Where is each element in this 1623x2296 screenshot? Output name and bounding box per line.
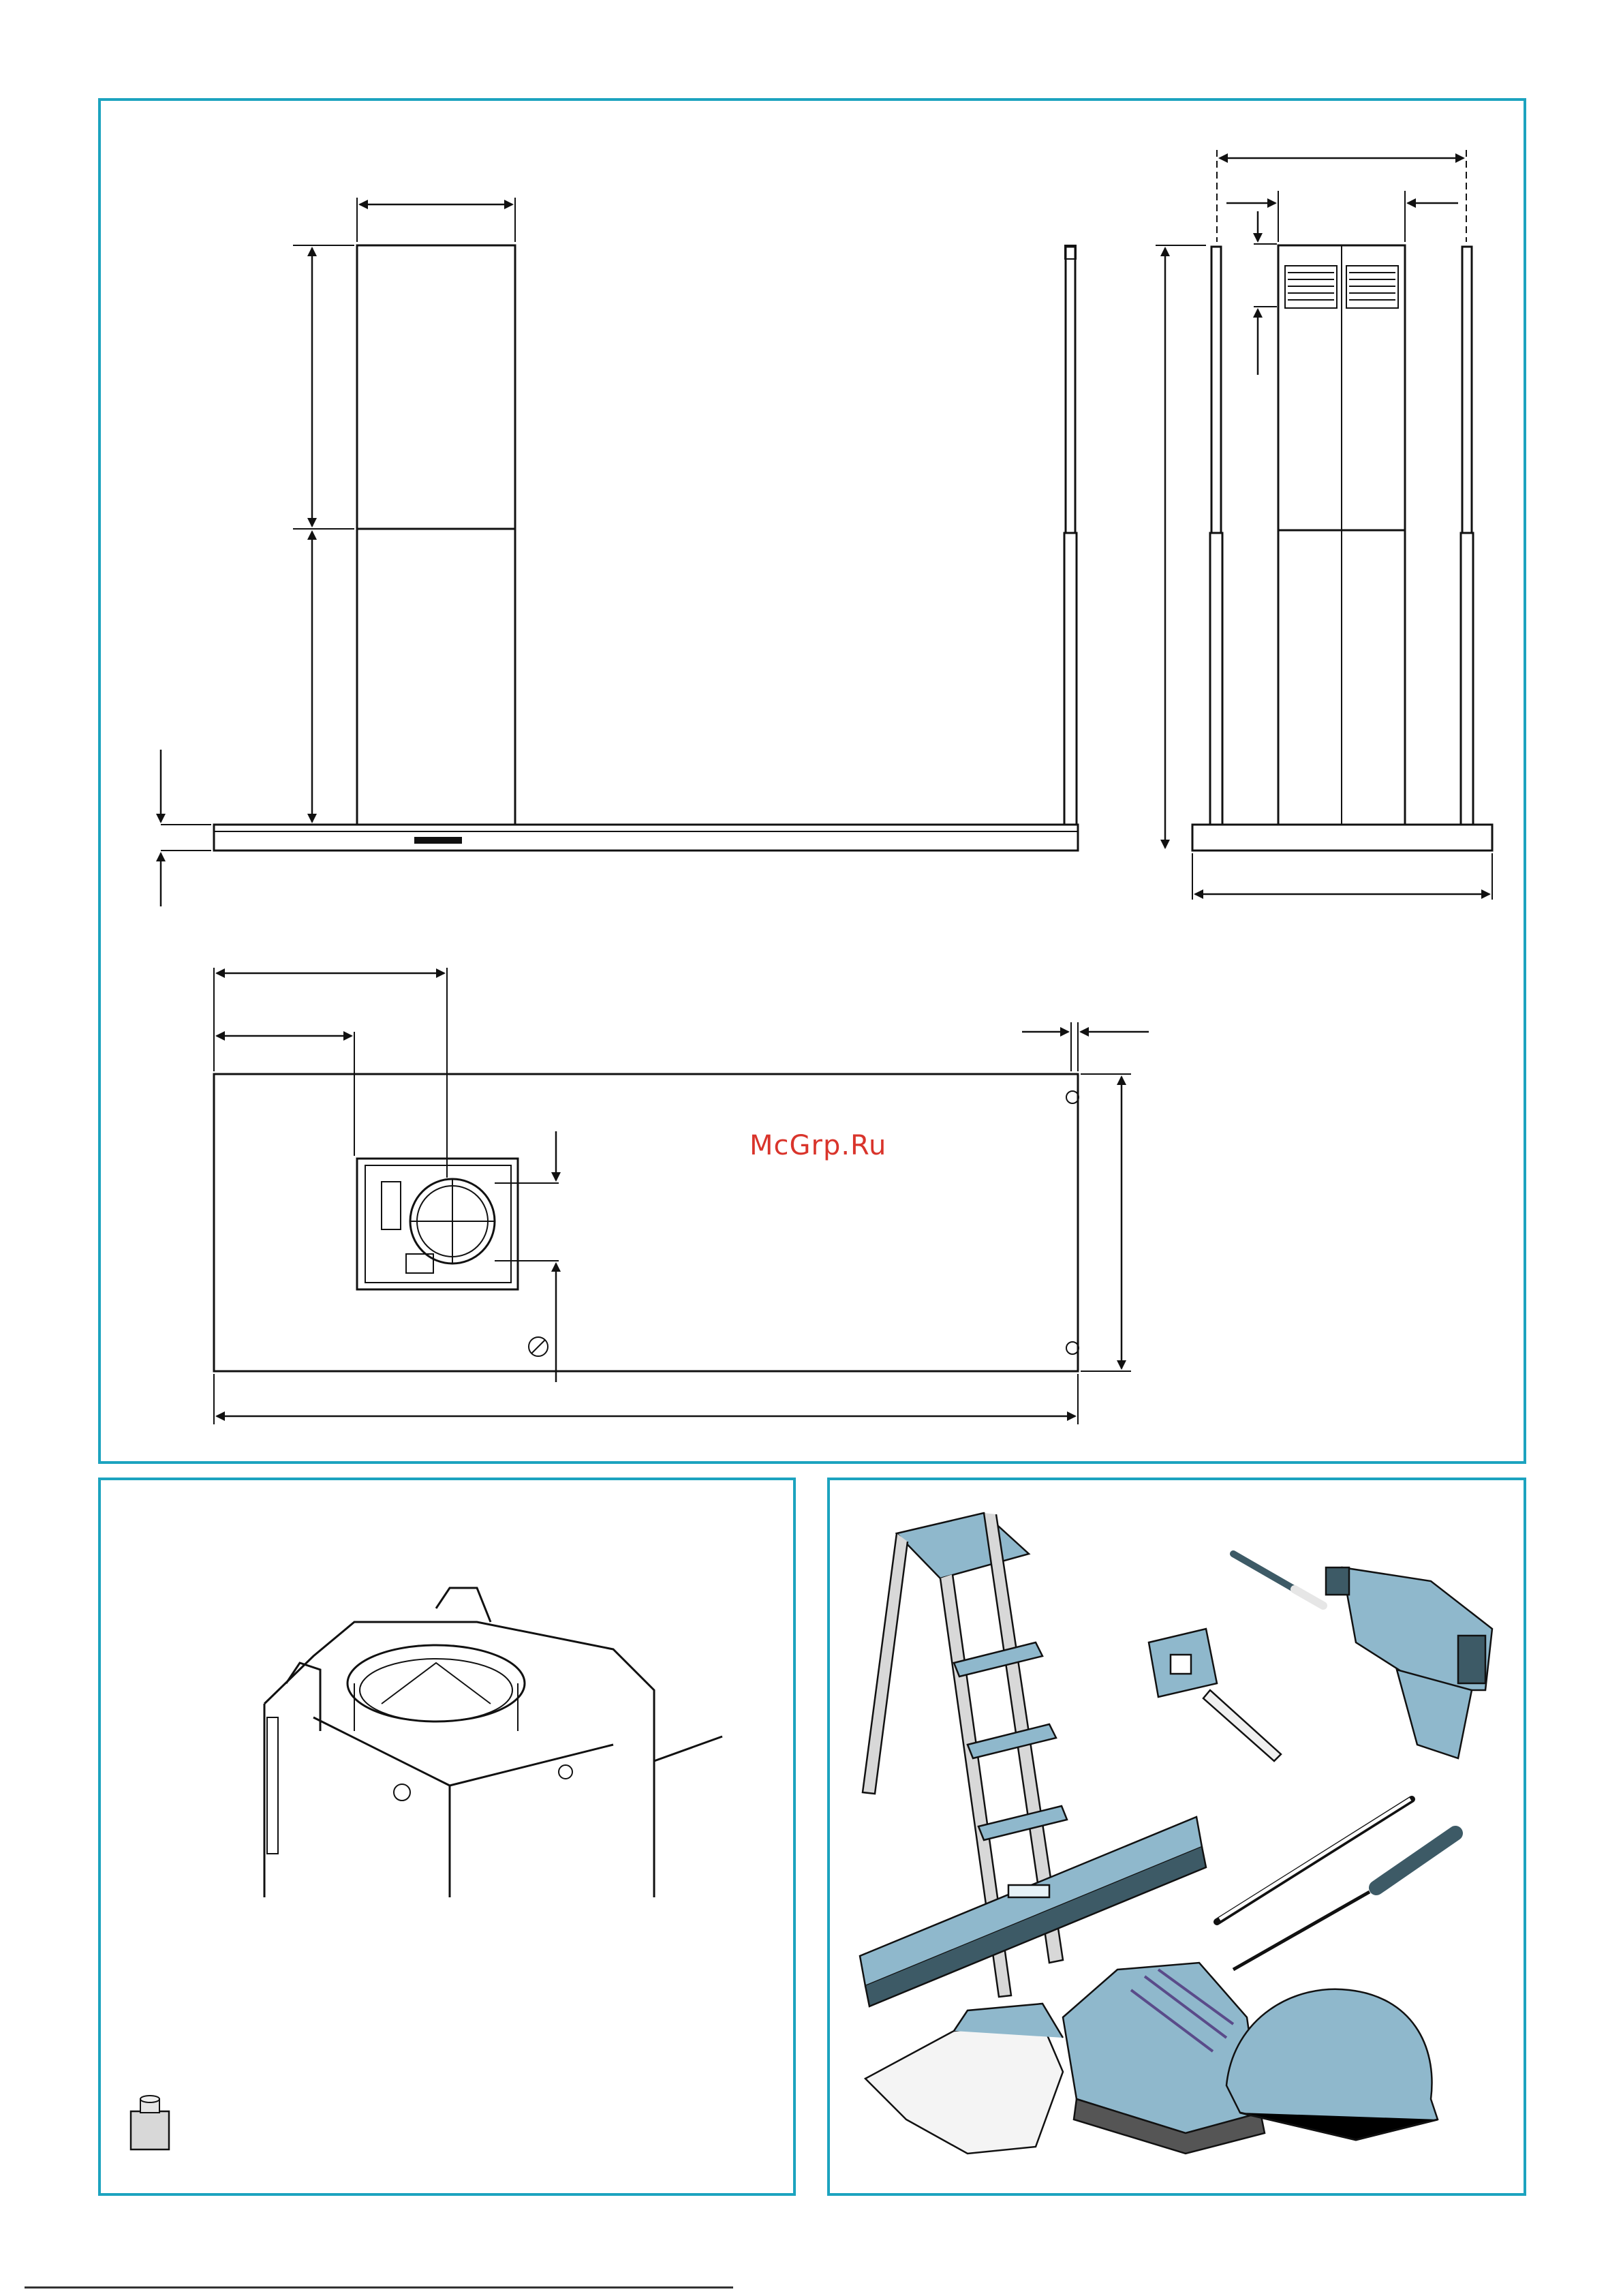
footer-rule (25, 2286, 733, 2289)
plan-view (214, 968, 1149, 1424)
side-view (1156, 150, 1492, 900)
tools-panel (827, 1478, 1526, 2196)
front-view (161, 198, 1078, 906)
motor-unit-panel (98, 1478, 796, 2196)
watermark-text: McGrp.Ru (749, 1130, 887, 1161)
